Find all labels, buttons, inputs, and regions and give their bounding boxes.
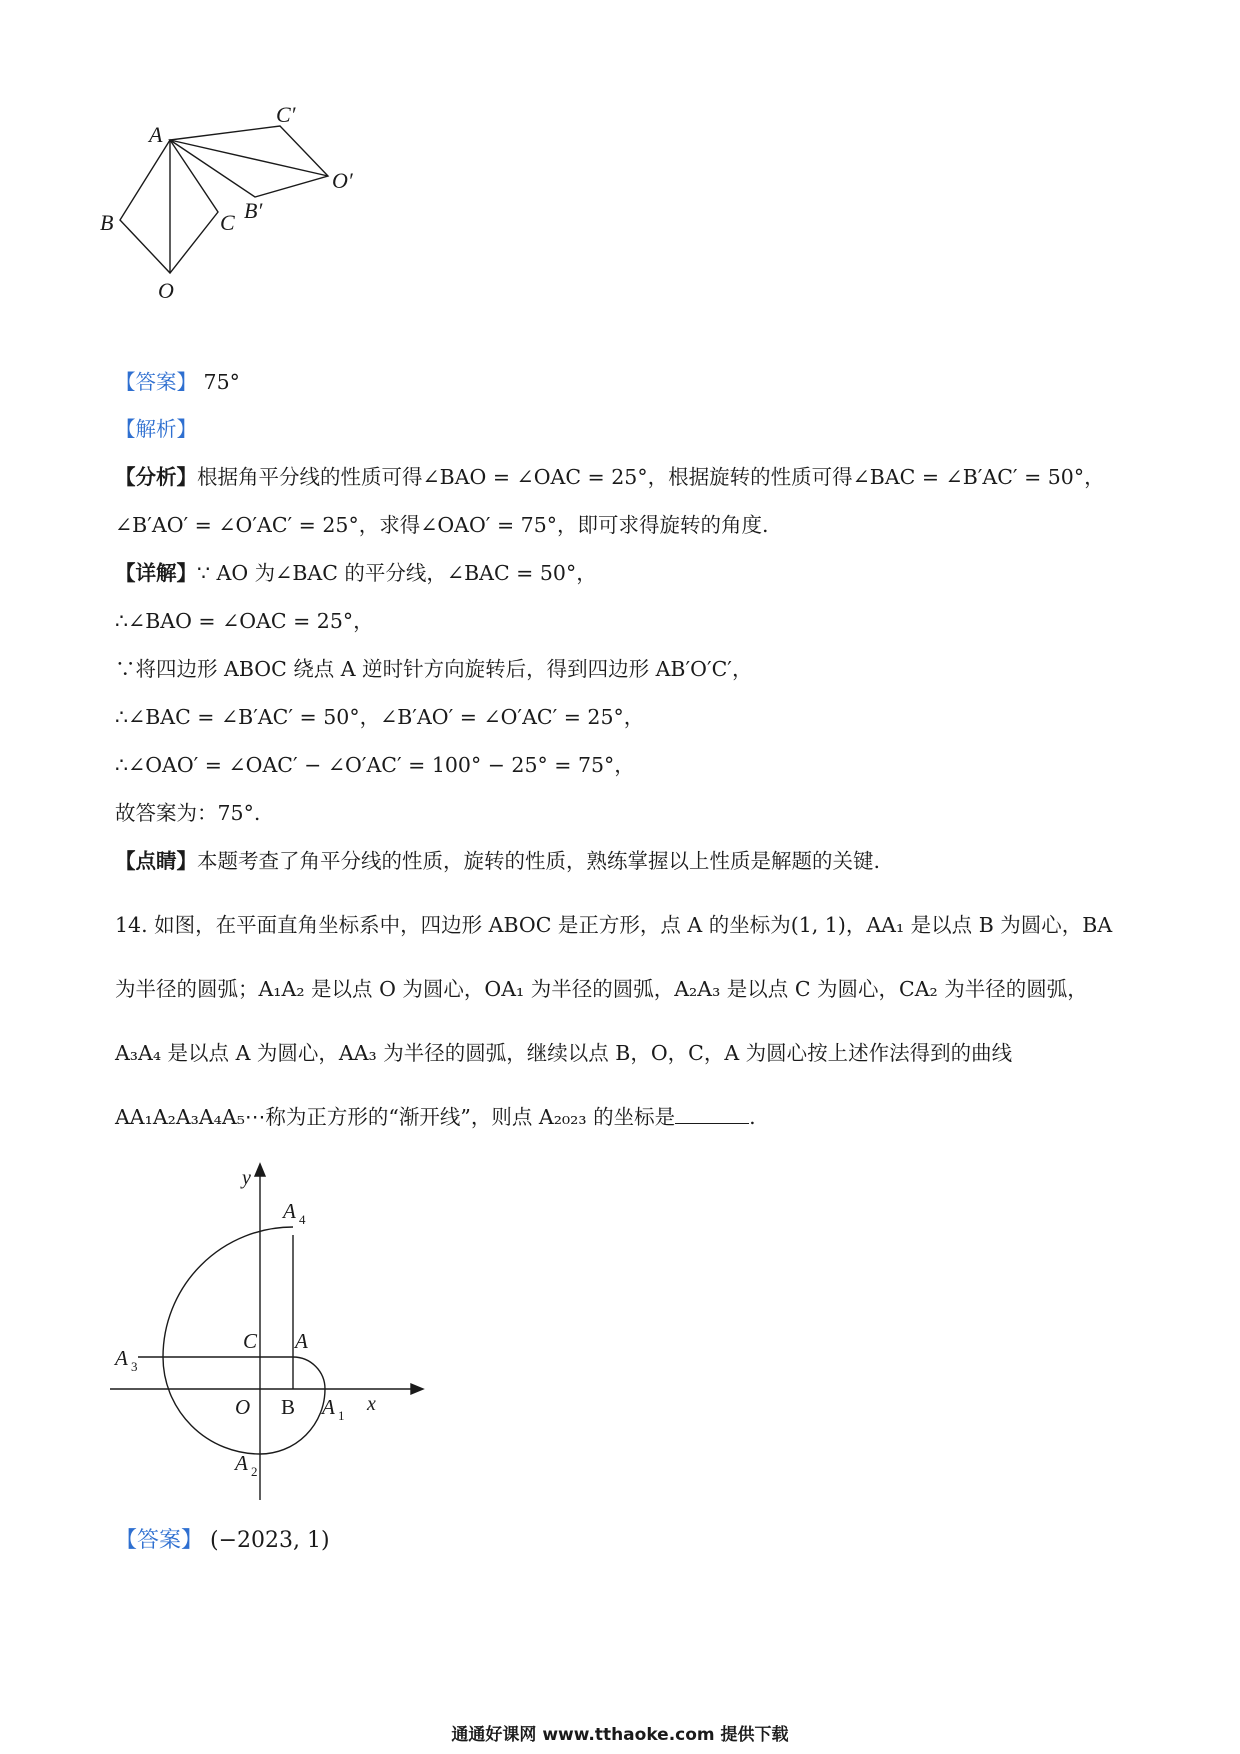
segment-AO' xyxy=(170,140,328,176)
label-C-prime: C′ xyxy=(276,102,296,127)
answer-tag: 【答案】 xyxy=(115,370,197,394)
label-C: C xyxy=(220,210,235,235)
q14-answer-value: (−2023, 1) xyxy=(210,1528,330,1553)
involute-figure xyxy=(105,1160,435,1505)
label-A4-sub: 4 xyxy=(299,1212,306,1227)
label-x: x xyxy=(367,1393,376,1415)
q13-line5: ∴∠OAO′ = ∠OAC′ − ∠O′AC′ = 100° − 25° = 75°， xyxy=(115,753,635,777)
label-A: A xyxy=(295,1329,308,1353)
label-y: y xyxy=(242,1167,251,1189)
q14-answer-tag: 【答案】 xyxy=(115,1528,204,1553)
q13-line4: ∴∠BAC = ∠B′AC′ = 50°，∠B′AO′ = ∠O′AC′ = 25°， xyxy=(115,705,645,729)
q13-dianjing xyxy=(115,846,1180,876)
x-axis-arrow xyxy=(411,1384,423,1394)
q13-line6: 故答案为：75°. xyxy=(115,801,261,825)
label-A2-sub: 2 xyxy=(251,1464,258,1479)
analysis-tag: 【解析】 xyxy=(115,417,197,441)
q14-line3: A₃A₄ 是以点 A 为圆心，AA₃ 为半径的圆弧，继续以点 B，O，C，A 为圆心按上述作法得到的曲线 xyxy=(115,1041,1013,1065)
xiangjie-text1: ∵ AO 为∠BAC 的平分线，∠BAC = 50°， xyxy=(197,561,597,585)
dianjing-text: 本题考查了角平分线的性质，旋转的性质，熟练掌握以上性质是解题的关键. xyxy=(197,849,881,873)
q14-line4-end: . xyxy=(749,1105,756,1129)
label-A3: A xyxy=(115,1346,128,1370)
label-A2: A xyxy=(235,1451,248,1475)
arc-A-A1 xyxy=(293,1357,325,1389)
label-A1-sub: 1 xyxy=(338,1408,345,1423)
q13-fenxi-line1 xyxy=(115,462,1180,492)
q14-answer xyxy=(115,1526,1180,1556)
label-B-prime: B′ xyxy=(244,198,263,223)
fenxi-text1: 根据角平分线的性质可得∠BAO = ∠OAC = 25°，根据旋转的性质可得∠BAC = ∠B′AC′ = 50°， xyxy=(197,465,1105,489)
q13-answer xyxy=(115,367,1180,397)
label-O: O xyxy=(158,278,174,303)
dianjing-tag: 【点睛】 xyxy=(115,849,197,873)
label-B: B xyxy=(281,1395,296,1419)
fenxi-tag: 【分析】 xyxy=(115,465,197,489)
quad-ABOC xyxy=(120,140,218,273)
arc-A3-A4 xyxy=(163,1227,293,1357)
label-A4: A xyxy=(283,1199,296,1223)
y-axis-arrow xyxy=(255,1164,265,1176)
quad-AB'O'C' xyxy=(170,126,328,197)
page-footer: 通通好课网 www.tthaoke.com 提供下载 xyxy=(451,1725,789,1745)
label-A3-sub: 3 xyxy=(131,1359,138,1374)
label-O-prime: O′ xyxy=(332,168,353,193)
q14-line2: 为半径的圆弧；A₁A₂ 是以点 O 为圆心，OA₁ 为半径的圆弧，A₂A₃ 是以点 C 为圆心，CA₂ 为半径的圆弧， xyxy=(115,977,1088,1001)
q13-line2: ∴∠BAO = ∠OAC = 25°， xyxy=(115,609,374,633)
q14-line1: 14. 如图，在平面直角坐标系中，四边形 ABOC 是正方形，点 A 的坐标为(1, 1)，AA₁ 是以点 B 为圆心，BA xyxy=(115,913,1113,937)
rotation-figure xyxy=(100,100,380,335)
label-B: B xyxy=(100,210,114,235)
label-C: C xyxy=(243,1329,258,1353)
q13-line3: ∵将四边形 ABOC 绕点 A 逆时针方向旋转后，得到四边形 AB′O′C′， xyxy=(115,657,753,681)
q14-line4 xyxy=(115,1102,1180,1132)
answer-value: 75° xyxy=(203,370,240,394)
label-O: O xyxy=(235,1395,251,1419)
answer-blank xyxy=(675,1105,749,1124)
label-A1: A xyxy=(322,1395,335,1419)
q13-analysis-heading xyxy=(115,414,1180,444)
q14-line4-text: AA₁A₂A₃A₄A₅⋯称为正方形的“渐开线”，则点 A₂₀₂₃ 的坐标是 xyxy=(115,1105,676,1129)
q13-fenxi-line2: ∠B′AO′ = ∠O′AC′ = 25°，求得∠OAO′ = 75°，即可求得旋转的角度. xyxy=(115,513,769,537)
q13-xiangjie-line1 xyxy=(115,558,1180,588)
xiangjie-tag: 【详解】 xyxy=(115,561,197,585)
label-A: A xyxy=(149,122,163,147)
